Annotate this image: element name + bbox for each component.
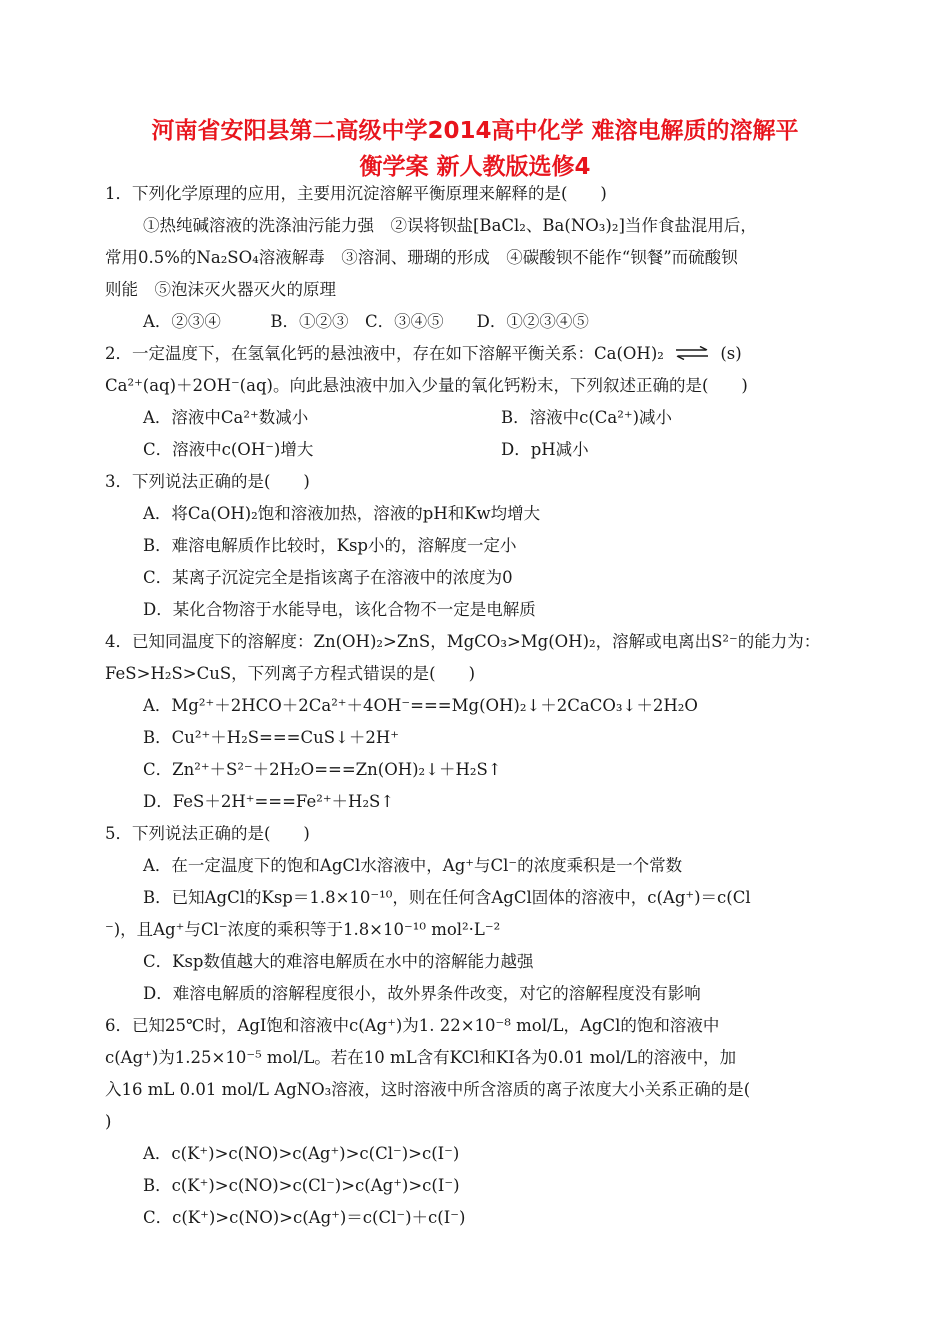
q3-stem: 3．下列说法正确的是( ): [105, 472, 310, 491]
q6-stem-line-3: 入16 mL 0.01 mol/L AgNO₃溶液，这时溶液中所含溶质的离子浓度大小关系正确的是(: [105, 1080, 751, 1099]
q6-stem-line-4: ): [105, 1112, 112, 1131]
q3-option-a: A．将Ca(OH)₂饱和溶液加热，溶液的pH和Kw均增大: [143, 504, 541, 523]
q2-stem-text: 2．一定温度下，在氢氧化钙的悬浊液中，存在如下溶解平衡关系：Ca(OH)₂: [105, 344, 664, 363]
document-title-line-2: 衡学案 新人教版选修4: [359, 154, 591, 180]
q4-option-d: D．FeS＋2H⁺===Fe²⁺＋H₂S↑: [143, 792, 395, 811]
q2-stem-line-1: [105, 342, 742, 367]
q3-option-d: D．某化合物溶于水能导电，该化合物不一定是电解质: [143, 600, 536, 619]
q5-option-b-continued: ⁻)，且Ag⁺与Cl⁻浓度的乘积等于1.8×10⁻¹⁰ mol²·L⁻²: [105, 920, 501, 939]
q5-option-d: D．难溶电解质的溶解程度很小，故外界条件改变，对它的溶解程度没有影响: [143, 984, 701, 1003]
q5-option-b: B．已知AgCl的Ksp＝1.8×10⁻¹⁰，则在任何含AgCl固体的溶液中，c(Ag⁺)＝c(Cl: [143, 888, 751, 907]
q2-stem-state: (s): [720, 344, 742, 363]
q6-option-a: A．c(K⁺)>c(NO)>c(Ag⁺)>c(Cl⁻)>c(I⁻): [143, 1144, 460, 1163]
q4-option-b: B．Cu²⁺＋H₂S===CuS↓＋2H⁺: [143, 728, 399, 747]
q4-option-a: A．Mg²⁺＋2HCO＋2Ca²⁺＋4OH⁻===Mg(OH)₂↓＋2CaCO₃↓＋2H₂O: [143, 696, 698, 715]
q4-stem-line-1: 4．已知同温度下的溶解度：Zn(OH)₂>ZnS，MgCO₃>Mg(OH)₂，溶解或电离出S²⁻的能力为：: [105, 632, 821, 651]
document-title-line-1: 河南省安阳县第二高级中学2014高中化学 难溶电解质的溶解平: [151, 118, 799, 144]
q4-stem-line-2: FeS>H₂S>CuS，下列离子方程式错误的是( ): [105, 664, 476, 683]
q1-statement-2: 常用0.5%的Na₂SO₄溶液解毒 ③溶洞、珊瑚的形成 ④碳酸钡不能作“钡餐”而硫酸钡: [105, 248, 738, 267]
q2-stem-line-2: Ca²⁺(aq)＋2OH⁻(aq)。向此悬浊液中加入少量的氧化钙粉末，下列叙述正确的是( ): [105, 376, 748, 395]
q2-option-c: C．溶液中c(OH⁻)增大: [143, 440, 314, 459]
q6-option-c: C．c(K⁺)>c(NO)>c(Ag⁺)＝c(Cl⁻)＋c(I⁻): [143, 1208, 466, 1227]
q6-option-b: B．c(K⁺)>c(NO)>c(Cl⁻)>c(Ag⁺)>c(I⁻): [143, 1176, 460, 1195]
q3-option-c: C．某离子沉淀完全是指该离子在溶液中的浓度为0: [143, 568, 513, 587]
q1-statement-3: 则能 ⑤泡沫灭火器灭火的原理: [105, 280, 336, 299]
q2-option-b: B．溶液中c(Ca²⁺)减小: [501, 408, 673, 427]
q1-statement-1: ①热纯碱溶液的洗涤油污能力强 ②误将钡盐[BaCl₂、Ba(NO₃)₂]当作食盐混用后，: [143, 216, 757, 235]
q3-option-b: B．难溶电解质作比较时，Ksp小的，溶解度一定小: [143, 536, 517, 555]
q5-option-a: A．在一定温度下的饱和AgCl水溶液中，Ag⁺与Cl⁻的浓度乘积是一个常数: [143, 856, 683, 875]
q1-stem: 1．下列化学原理的应用，主要用沉淀溶解平衡原理来解释的是( ): [105, 184, 607, 203]
equilibrium-arrow-icon: [675, 343, 709, 367]
q6-stem-line-1: 6．已知25℃时，AgI饱和溶液中c(Ag⁺)为1. 22×10⁻⁸ mol/L，AgCl的饱和溶液中: [105, 1016, 720, 1035]
q6-stem-line-2: c(Ag⁺)为1.25×10⁻⁵ mol/L。若在10 mL含有KCl和KI各为0.01 mol/L的溶液中，加: [105, 1048, 737, 1067]
q2-option-d: D．pH减小: [501, 440, 589, 459]
q4-option-c: C．Zn²⁺＋S²⁻＋2H₂O===Zn(OH)₂↓＋H₂S↑: [143, 760, 502, 779]
q1-options: A．②③④ B．①②③ C．③④⑤ D．①②③④⑤: [143, 312, 589, 331]
q2-option-a: A．溶液中Ca²⁺数减小: [143, 408, 309, 427]
q5-stem: 5．下列说法正确的是( ): [105, 824, 310, 843]
q5-option-c: C．Ksp数值越大的难溶电解质在水中的溶解能力越强: [143, 952, 534, 971]
